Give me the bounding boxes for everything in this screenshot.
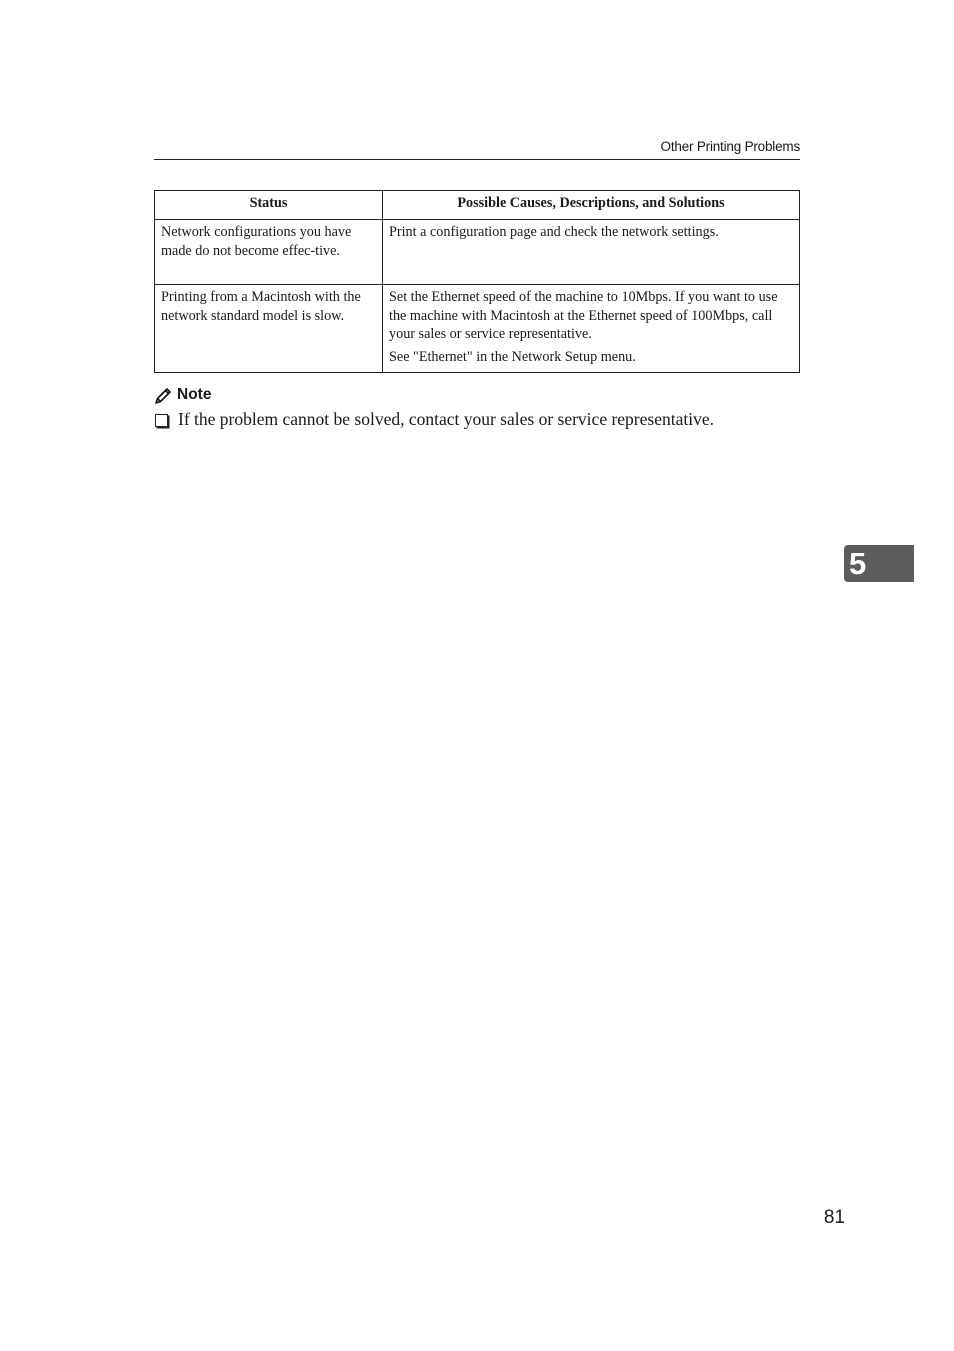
- note-title: Note: [177, 386, 212, 403]
- checkbox-icon: [155, 414, 168, 427]
- running-header: [154, 138, 800, 160]
- chapter-number: 5: [849, 546, 867, 581]
- note-heading: [154, 384, 814, 406]
- status-cell: Printing from a Macintosh with the network standard model is slow.: [155, 285, 383, 373]
- solution-cell: [383, 220, 800, 285]
- solution-text: Set the Ethernet speed of the machine to 10Mbps. If you want to use the machine with Macintosh at the Ethernet speed of 100Mbps, call your sales or service representative.: [389, 289, 778, 342]
- column-header-solutions: Possible Causes, Descriptions, and Solutions: [383, 191, 800, 220]
- section-title: Other Printing Problems: [660, 139, 800, 154]
- pencil-icon: [154, 386, 173, 405]
- table-row: [155, 220, 800, 285]
- solution-text: Print a configuration page and check the network settings.: [389, 224, 719, 240]
- page-number: 81: [823, 1207, 845, 1228]
- troubleshooting-table: [154, 190, 800, 373]
- chapter-tab: [844, 545, 914, 582]
- list-item: [154, 407, 814, 431]
- table-header-row: [155, 191, 800, 220]
- table-row: [155, 285, 800, 373]
- note-text: If the problem cannot be solved, contact your sales or service representative.: [178, 409, 714, 429]
- status-cell: Network configurations you have made do not become effec-tive.: [155, 220, 383, 285]
- note-section: [154, 384, 814, 431]
- solution-text: See "Ethernet" in the Network Setup menu.: [389, 348, 636, 365]
- solution-cell: [383, 285, 800, 373]
- column-header-status: Status: [155, 191, 383, 220]
